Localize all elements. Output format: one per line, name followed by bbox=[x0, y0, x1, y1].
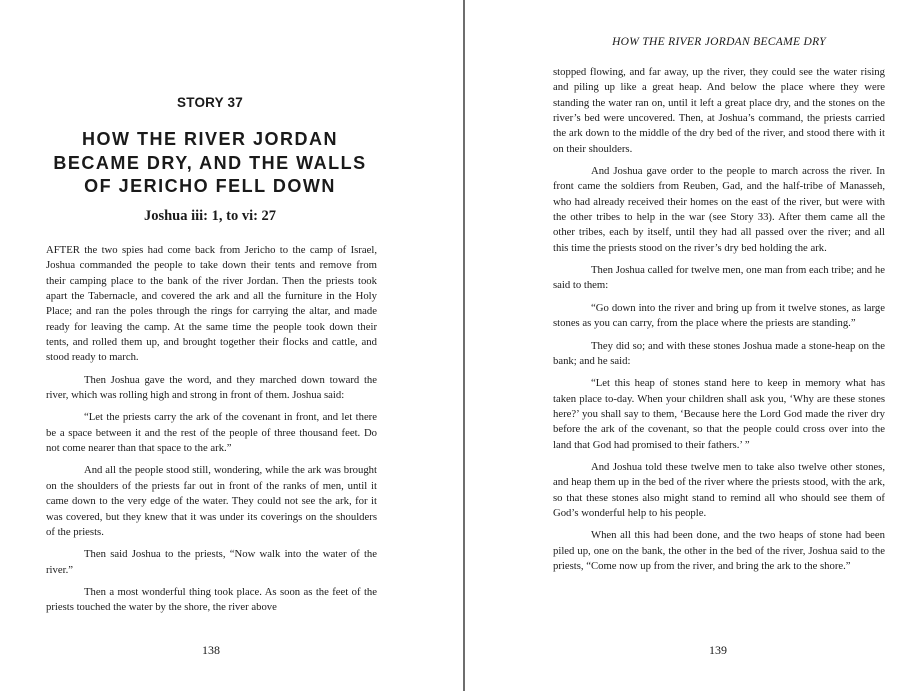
paragraph: Then a most wonderful thing took place. As soon as the feet of the priests touched the water by the shore, the river above bbox=[46, 585, 377, 614]
scripture-reference: Joshua iii: 1, to vi: 27 bbox=[143, 208, 277, 224]
paragraph: Then said Joshua to the priests, “Now walk into the water of the river.” bbox=[46, 548, 377, 576]
paragraph: “Let this heap of stones stand here to keep in memory what has taken place to-day. When your children shall ask you, ‘Why are these stones here?’ you shall say to them, ‘Because here the Lord God made the river dry before the ark of the covenant, so that the people could cross over into the land that God had promised to their fathers.’ ” bbox=[553, 377, 885, 451]
running-head: HOW THE RIVER JORDAN BECAME DRY bbox=[612, 36, 826, 48]
paragraph: And Joshua told these twelve men to take also twelve other stones, and heap them up in the bed of the river where the priests stood, with the ark, so that these stones also might stand to remind all who should see them of God’s wonderful help to his people. bbox=[553, 460, 885, 519]
paragraph: stopped flowing, and far away, up the river, they could see the water rising and piling up like a great heap. And below the place where they were standing the water ran on, until it left a great place dry, and the stones on the river’s bed were uncovered. Then, at Joshua’s command, the priests carried the ark down to the middle of the dry bed of the river, and stood there with it on their shoulders. bbox=[553, 66, 885, 155]
paragraph: When all this had been done, and the two heaps of stone had been piled up, one on the bank, the other in the bed of the river, Joshua said to the priests, “Come now up from the river, and bring the ark to the shore.” bbox=[553, 529, 885, 572]
story-number: STORY 37 bbox=[177, 95, 243, 110]
paragraph: AFTER the two spies had come back from Jericho to the camp of Israel, Joshua commanded the people to take down their tents and remove from their camping place to the bank of the river Jordan. Then the priests took apart the Tabernacle, and covered the ark and all the furniture in the Holy Place; and ran the poles through the rings for carrying the altar, and made ready for leaving the camp. At the same time the people took down their tents, and rolled them up, and brought together their flocks and cattle, and stood ready to march. bbox=[46, 244, 377, 364]
page-divider bbox=[463, 0, 465, 691]
chapter-title-line: BECAME DRY, AND THE WALLS bbox=[53, 152, 367, 173]
page-number: 138 bbox=[202, 643, 220, 657]
paragraph: And Joshua gave order to the people to march across the river. In front came the soldiers from Reuben, Gad, and the half-tribe of Manasseh, who had already received their homes on the east of the river, but were with the other tribes to help in the war (see Story 33). After them came all the other tribes, each by itself, until they had all passed over the river; and all this time the priests stood on the river’s dry bed holding the ark. bbox=[553, 165, 885, 254]
left-body-text bbox=[46, 243, 377, 623]
chapter-title bbox=[40, 128, 380, 199]
right-body-text bbox=[553, 65, 885, 581]
paragraph: Then Joshua gave the word, and they marched down toward the river, which was rolling high and strong in front of them. Joshua said: bbox=[46, 373, 377, 402]
paragraph: And all the people stood still, wondering, while the ark was brought on the shoulders of the priests far out in front of the ranks of men, until it came down to the very edge of the water. They could not see the ark, for it was covered, but they knew that it was under its coverings on the shoulders of the priests. bbox=[46, 464, 377, 538]
chapter-title-line: OF JERICHO FELL DOWN bbox=[84, 176, 336, 196]
paragraph: Then Joshua called for twelve men, one man from each tribe; and he said to them: bbox=[553, 264, 885, 292]
paragraph: “Go down into the river and bring up from it twelve stones, as large stones as you can carry, from the place where the priests are standing.” bbox=[553, 301, 885, 330]
page-number: 139 bbox=[709, 643, 727, 657]
paragraph: “Let the priests carry the ark of the covenant in front, and let there be a space between it and the rest of the people of three thousand feet. Do not come nearer than that space to the ark.” bbox=[46, 411, 377, 455]
chapter-title-line: HOW THE RIVER JORDAN bbox=[81, 129, 338, 149]
paragraph: They did so; and with these stones Joshua made a stone-heap on the bank; and he said: bbox=[553, 339, 885, 367]
